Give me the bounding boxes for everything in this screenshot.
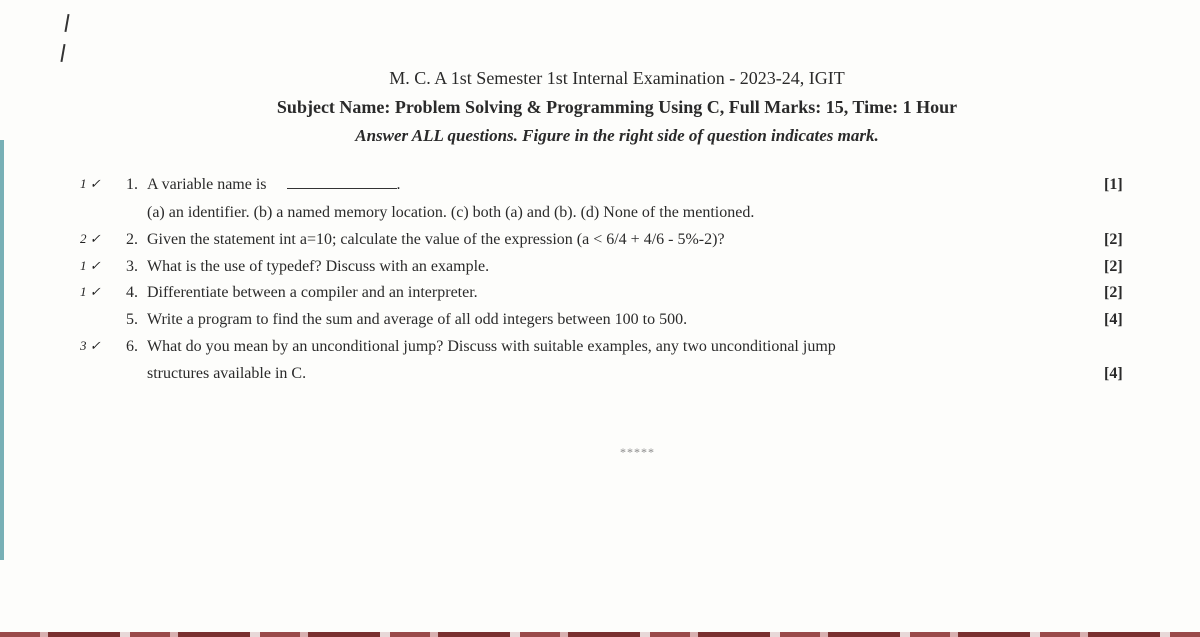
question-1-options (0, 204, 1200, 230)
question-tail: . (396, 176, 401, 193)
question-number: 5. (126, 311, 138, 328)
question-number: 4. (126, 284, 138, 301)
question-6 (0, 338, 1200, 364)
question-mark: [4] (1104, 311, 1123, 328)
question-mark: [1] (1104, 176, 1123, 193)
question-number: 3. (126, 258, 138, 275)
subject-line: Subject Name: Problem Solving & Programming Using C, Full Marks: 15, Time: 1 Hour (276, 97, 958, 117)
exam-title: M. C. A 1st Semester 1st Internal Examination - 2023-24, IGIT (389, 68, 845, 88)
question-text: What do you mean by an unconditional jump? Discuss with suitable examples, any two unconditional jump (147, 338, 836, 355)
question-mark: [2] (1104, 284, 1123, 301)
question-text: What is the use of typedef? Discuss with an example. (147, 258, 490, 275)
instructions: Answer ALL questions. Figure in the right side of question indicates mark. (355, 126, 879, 145)
question-number: 2. (126, 231, 138, 248)
end-stars: ***** (620, 445, 655, 459)
question-number: 1. (126, 176, 138, 193)
question-text: Differentiate between a compiler and an interpreter. (147, 284, 478, 301)
scan-edge-bottom (0, 632, 1200, 637)
fill-blank (287, 188, 397, 189)
handwritten-annotation: 1 ✓ (80, 176, 101, 191)
question-3 (0, 258, 1200, 284)
question-5 (0, 311, 1200, 337)
question-number: 6. (126, 338, 138, 355)
handwritten-annotation: 1 ✓ (80, 258, 101, 273)
question-4 (0, 284, 1200, 310)
handwritten-annotation: 1 ✓ (80, 284, 101, 299)
question-mark: [2] (1104, 231, 1123, 248)
question-text: A variable name is (147, 176, 267, 193)
question-text: Given the statement int a=10; calculate the value of the expression (a < 6/4 + 4/6 - 5%-2)? (147, 231, 725, 248)
question-1 (0, 176, 1200, 202)
handwritten-annotation: 3 ✓ (80, 338, 101, 353)
question-options: (a) an identifier. (b) a named memory location. (c) both (a) and (b). (d) None of the mentioned. (147, 204, 755, 221)
handwritten-stroke (62, 14, 65, 66)
question-mark: [2] (1104, 258, 1123, 275)
handwritten-annotation: 2 ✓ (80, 231, 101, 246)
question-mark: [4] (1104, 365, 1123, 382)
question-2 (0, 231, 1200, 257)
question-text: Write a program to find the sum and average of all odd integers between 100 to 500. (147, 311, 688, 328)
question-6-cont (0, 365, 1200, 391)
question-text: structures available in C. (147, 365, 307, 382)
